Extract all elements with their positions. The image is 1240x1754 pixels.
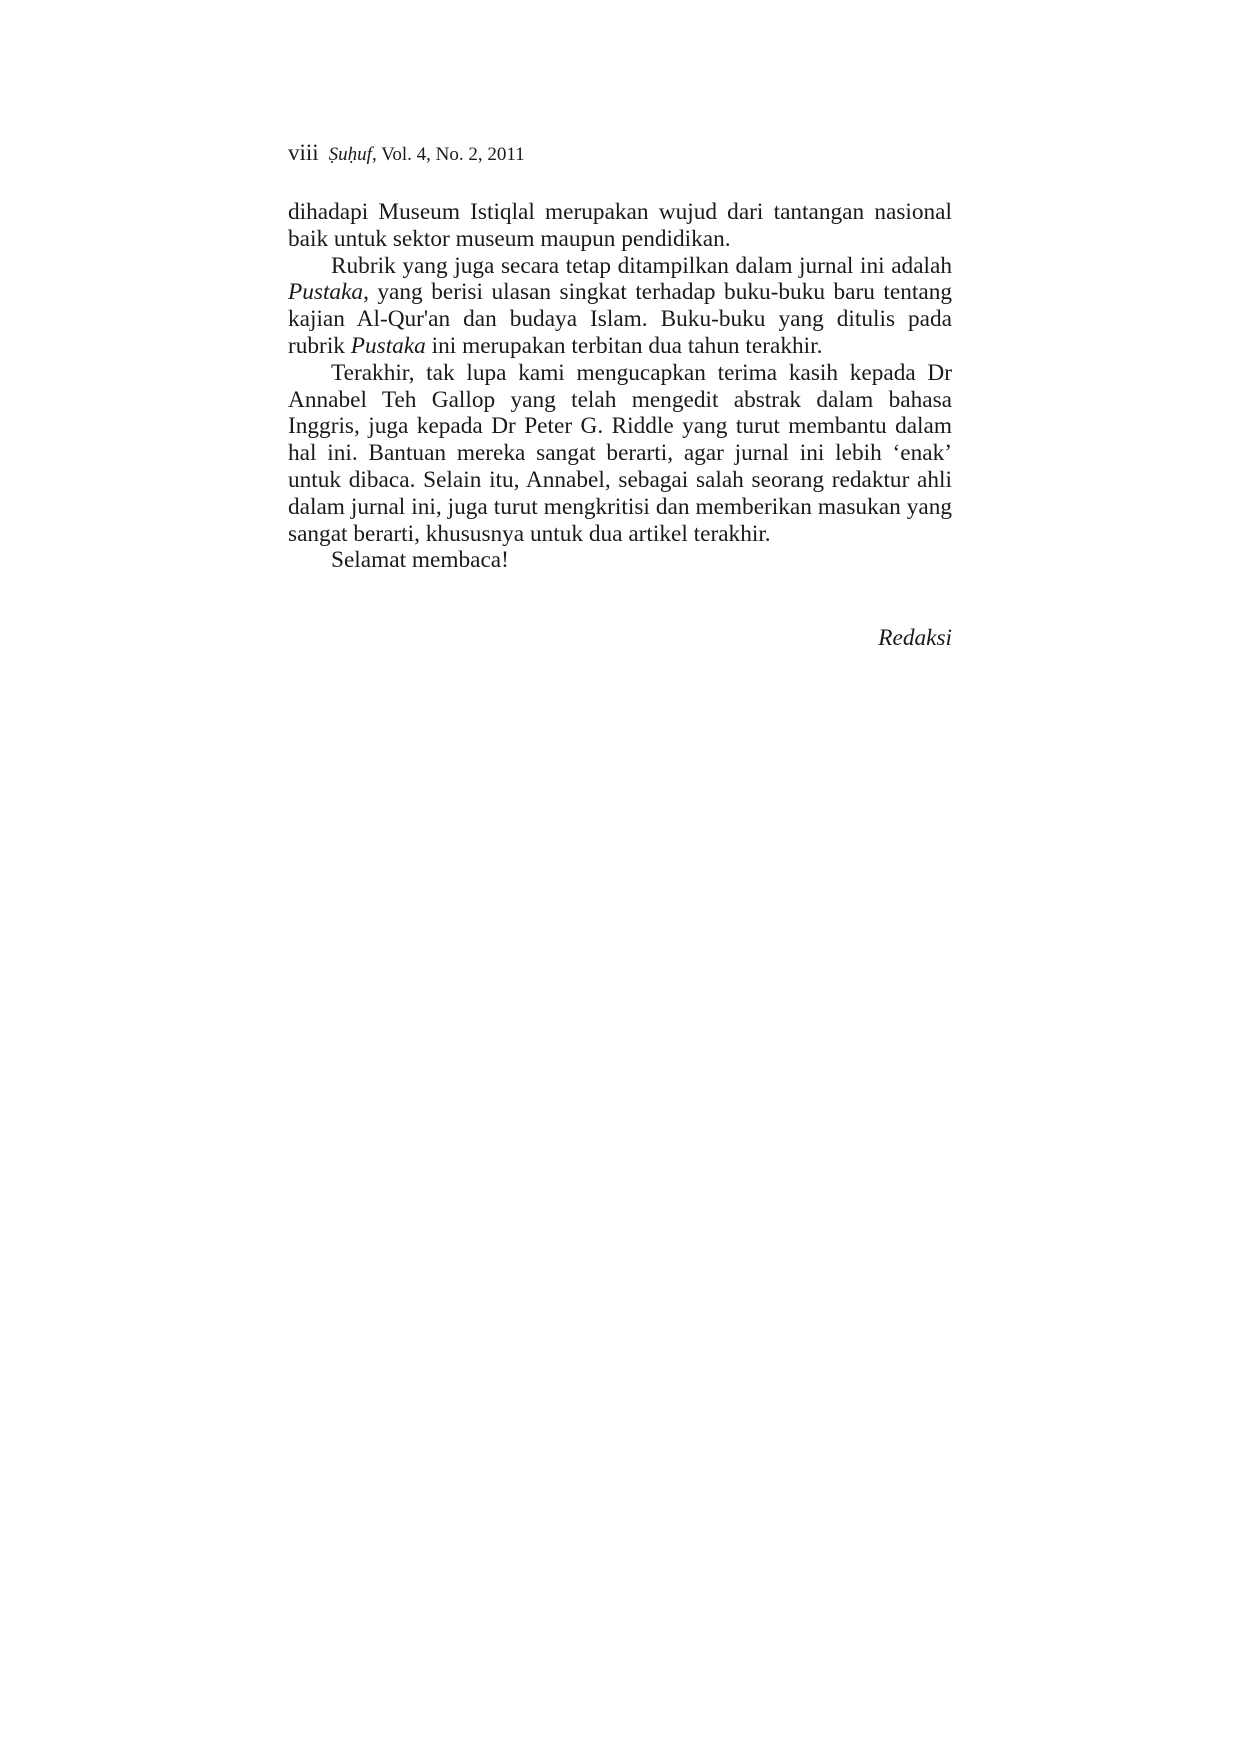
pustaka-title-1: Pustaka	[288, 279, 364, 306]
paragraph-2	[288, 253, 952, 360]
issue-info: , Vol. 4, No. 2, 2011	[371, 144, 525, 165]
page-number: viii	[288, 140, 319, 165]
body-text	[288, 199, 952, 574]
running-header	[288, 141, 525, 167]
paragraph-1: dihadapi Museum Istiqlal merupakan wujud dari tantangan nasional baik untuk sektor museum maupun pendidikan.	[288, 199, 952, 252]
paragraph-2-part-c: , yang berisi ulasan singkat terhadap buku-buku baru tentang kajian Al-Qur'an dan budaya Islam. Buku-buku yang ditulis pada rubrik	[288, 279, 952, 359]
signature: Redaksi	[878, 625, 952, 651]
paragraph-2-part-e: ini merupakan terbitan dua tahun terakhir.	[425, 332, 823, 359]
journal-name: Ṣuḥuf	[328, 144, 372, 165]
paragraph-3: Terakhir, tak lupa kami mengucapkan terima kasih kepada Dr Annabel Teh Gallop yang telah mengedit abstrak dalam bahasa Inggris, juga kepada Dr Peter G. Riddle yang turut membantu dalam hal ini. Bantuan mereka sangat berarti, agar jurnal ini lebih ‘enak’ untuk dibaca. Selain itu, Annabel, sebagai salah seorang redaktur ahli dalam jurnal ini, juga turut mengkritisi dan memberikan masukan yang sangat berarti, khususnya untuk dua artikel terakhir.	[288, 359, 952, 547]
paragraph-4: Selamat membaca!	[331, 547, 509, 574]
pustaka-title-2: Pustaka	[350, 332, 426, 359]
paragraph-2-part-a: Rubrik yang juga secara tetap ditampilkan dalam jurnal ini adalah	[331, 252, 952, 279]
